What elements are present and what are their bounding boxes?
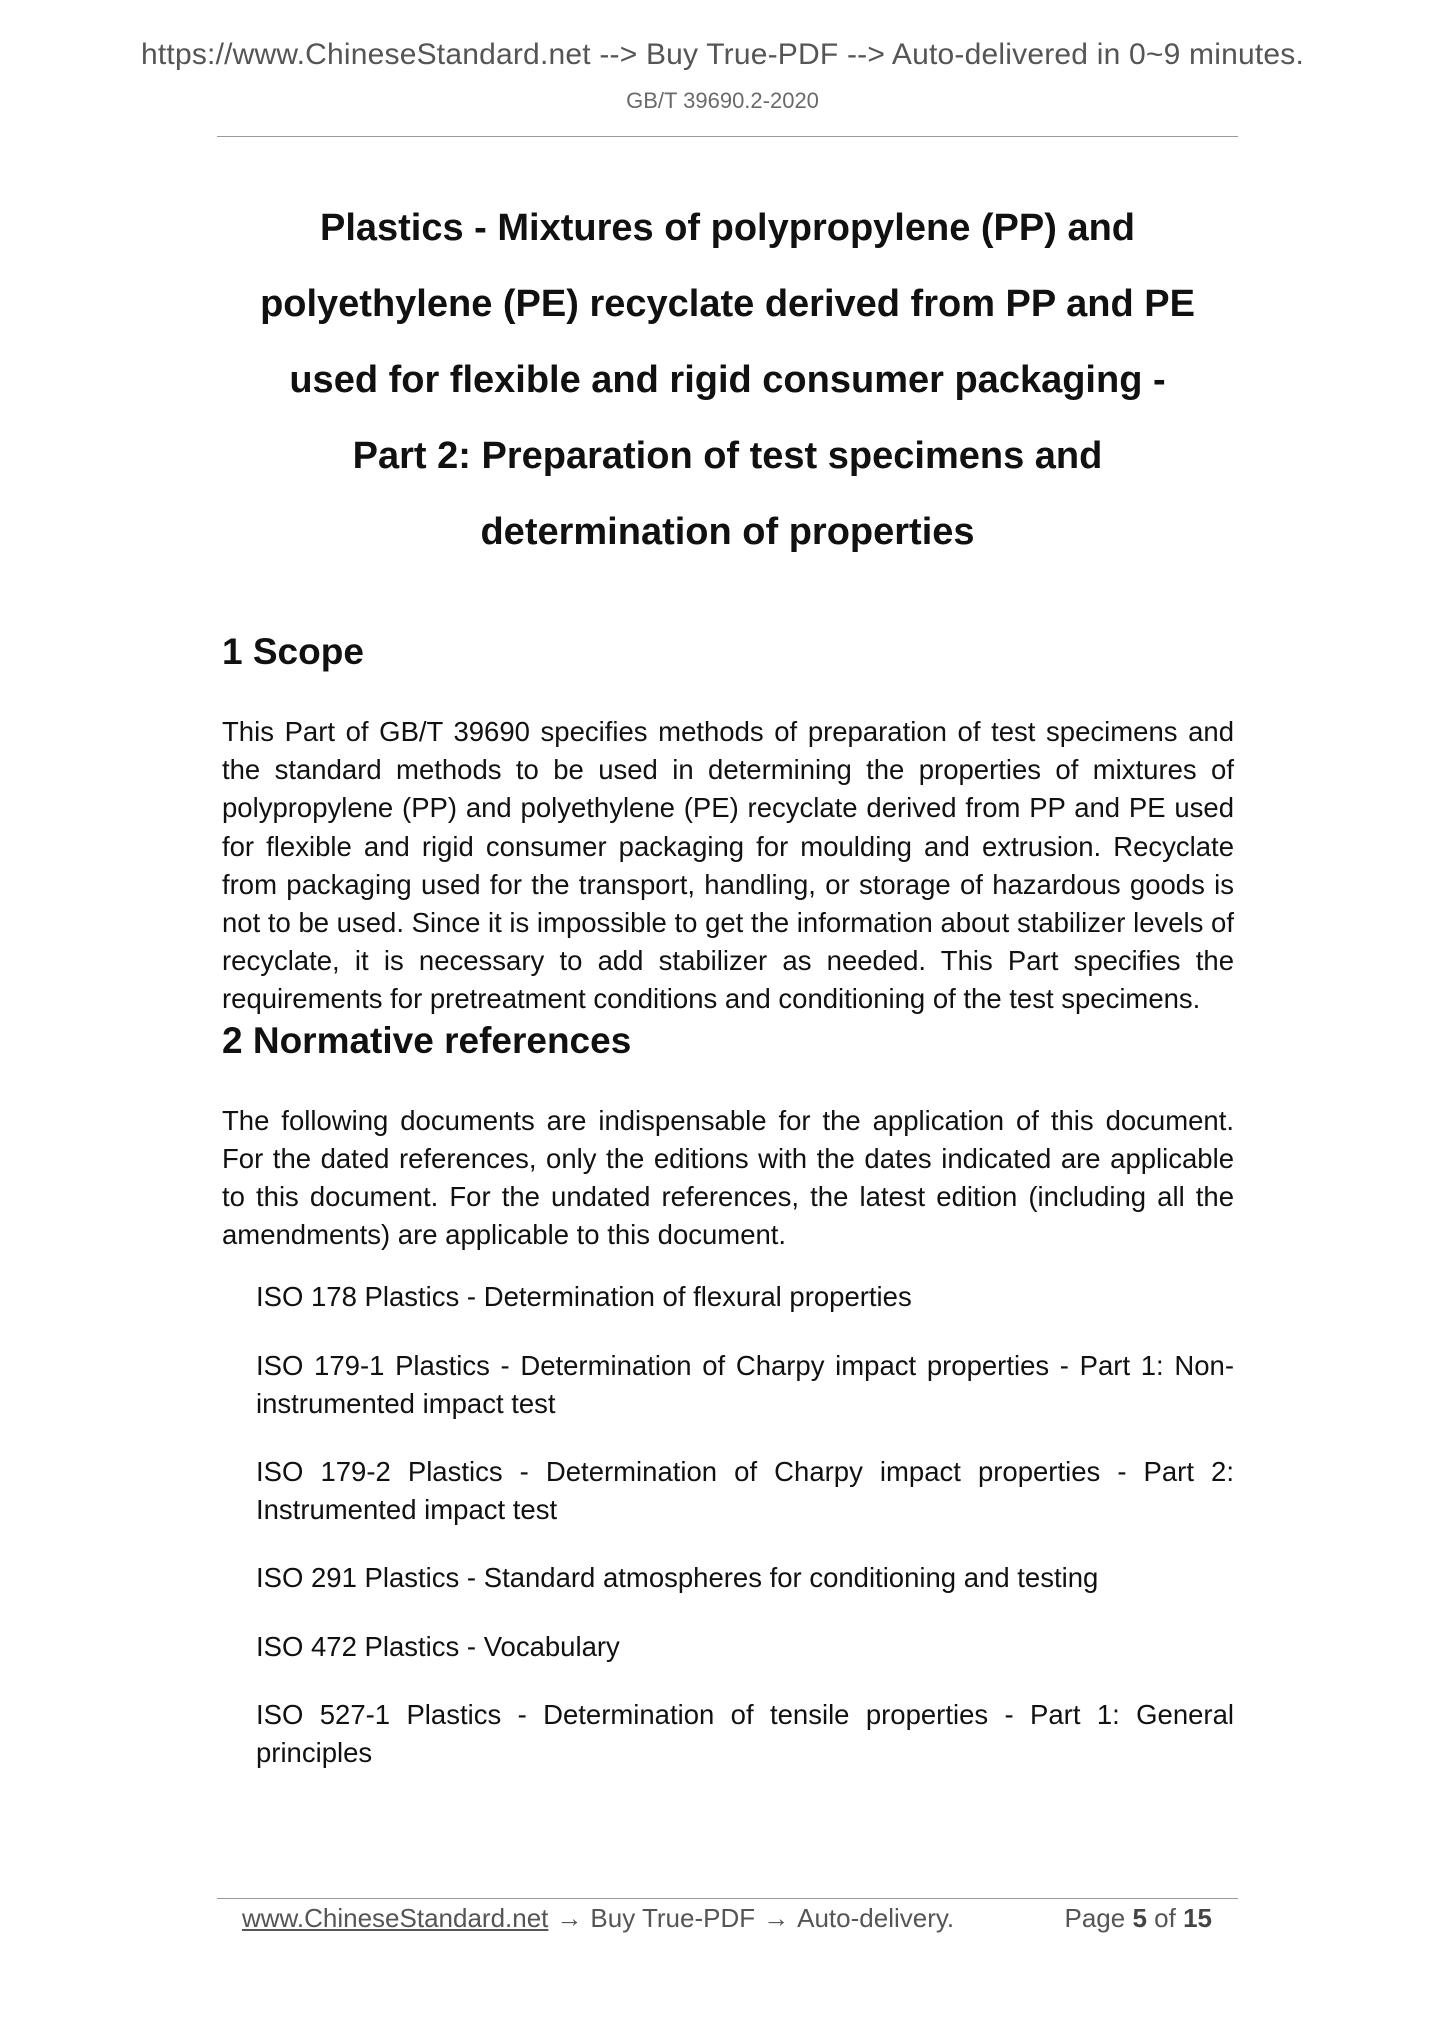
- title-line: Plastics - Mixtures of polypropylene (PP) and: [319, 207, 1136, 249]
- page-word: Page: [1064, 1903, 1126, 1933]
- page-current: 5: [1132, 1903, 1147, 1933]
- top-banner: https://www.ChineseStandard.net --> Buy True-PDF --> Auto-delivered in 0~9 minutes.: [141, 38, 1304, 71]
- page-total: 15: [1183, 1903, 1212, 1933]
- header-divider: [217, 136, 1238, 137]
- footer-delivery-text: Auto-delivery.: [797, 1903, 955, 1933]
- footer-buy-text: Buy True-PDF: [590, 1903, 756, 1933]
- title-line: polyethylene (PE) recyclate derived from PP and PE: [260, 283, 1195, 325]
- title-line: Part 2: Preparation of test specimens and: [352, 435, 1103, 477]
- title-line: used for flexible and rigid consumer packaging -: [289, 359, 1166, 401]
- standard-code: GB/T 39690.2-2020: [626, 88, 819, 113]
- page-indicator: [1064, 1903, 1212, 1934]
- section-heading-scope: 1 Scope: [222, 631, 364, 672]
- scope-paragraph: This Part of GB/T 39690 specifies methods of preparation of test specimens and the standard methods to be used in determining the properties of mixtures of polypropylene (PP) and polyethylene (PE) recyclate derived from PP and PE used for flexible and rigid consumer packaging for moulding and extrusion. Recyclate from packaging used for the transport, handling, or storage of hazardous goods is not to be used. Since it is impossible to get the information about stabilizer levels of recyclate, it is necessary to add stabilizer as needed. This Part specifies the requirements for pretreatment conditions and conditioning of the test specimens.: [222, 716, 1234, 1015]
- reference-item: ISO 179-1 Plastics - Determination of Charpy impact properties - Part 1: Non-instrumented impact test: [256, 1349, 1234, 1419]
- footer-site-link[interactable]: www.ChineseStandard.net: [242, 1903, 549, 1933]
- document-body: [222, 630, 1234, 1802]
- document-title: [217, 190, 1238, 570]
- footer-divider: [217, 1898, 1238, 1899]
- section-heading-normative-references: 2 Normative references: [222, 1019, 632, 1061]
- arrow-right-icon: →: [556, 1903, 583, 1933]
- reference-item: ISO 291 Plastics - Standard atmospheres for conditioning and testing: [256, 1562, 1099, 1594]
- reference-list: [256, 1278, 1234, 1772]
- of-word: of: [1154, 1903, 1176, 1933]
- title-line: determination of properties: [480, 511, 975, 553]
- arrow-right-icon: →: [763, 1903, 790, 1933]
- reference-item: ISO 527-1 Plastics - Determination of tensile properties - Part 1: General principles: [256, 1698, 1234, 1769]
- references-intro-paragraph: The following documents are indispensable for the application of this document. For the dated references, only the editions with the dates indicated are applicable to this document. For the undated references, the latest edition (including all the amendments) are applicable to this document.: [222, 1104, 1234, 1251]
- reference-item: ISO 472 Plastics - Vocabulary: [256, 1630, 620, 1662]
- page-footer: [242, 1903, 1212, 1934]
- reference-item: ISO 179-2 Plastics - Determination of Charpy impact properties - Part 2: Instrumented impact test: [256, 1456, 1234, 1526]
- reference-item: ISO 178 Plastics - Determination of flexural properties: [256, 1281, 912, 1313]
